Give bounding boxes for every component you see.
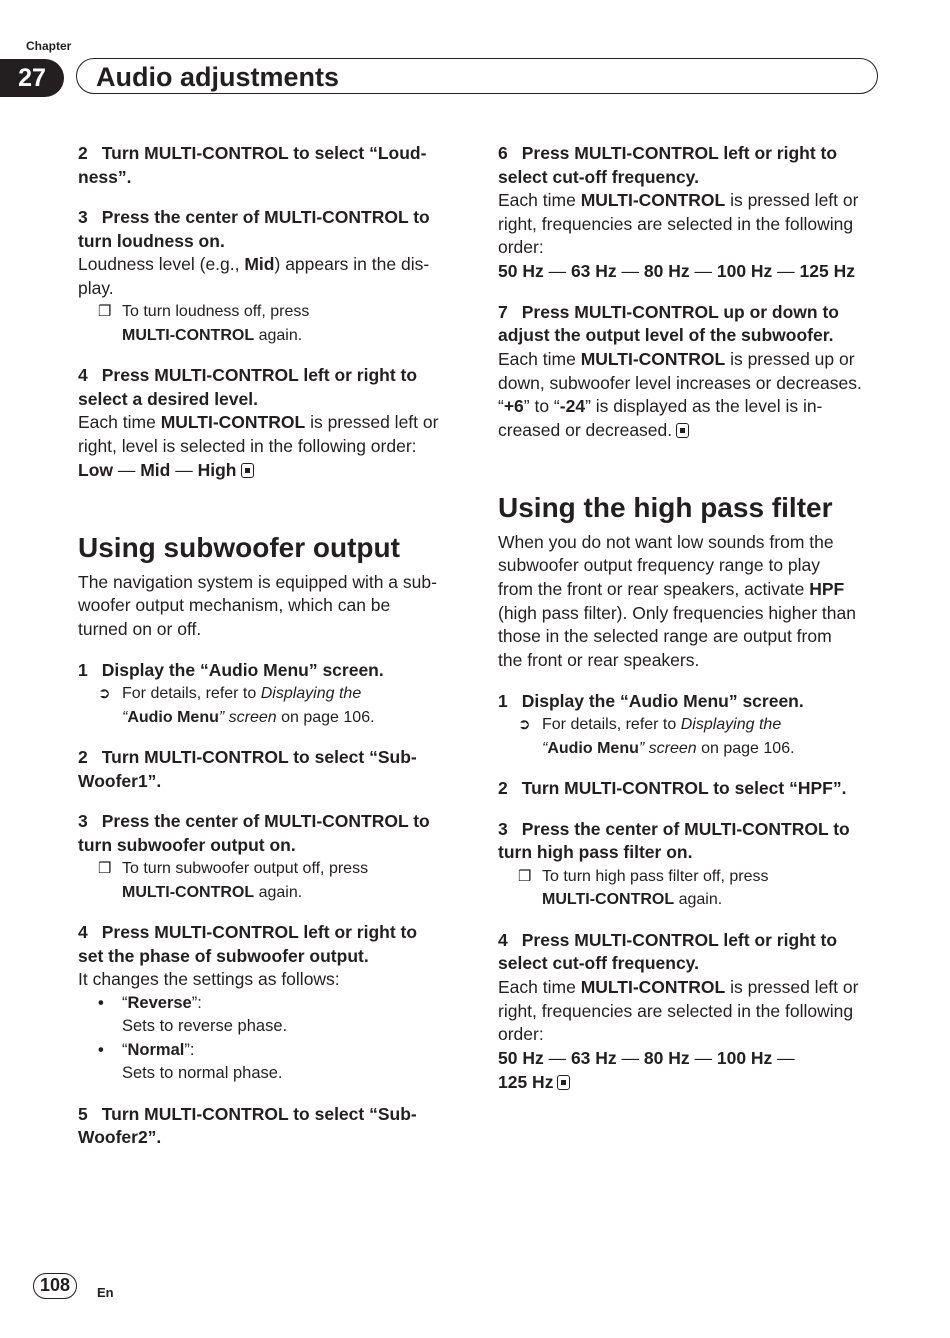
page-title: Audio adjustments — [96, 62, 340, 92]
hpf-step-4-body: Each time MULTI-CONTROL is pressed left or right, frequencies are selected in the following order: 50 Hz — 63 Hz — 80 Hz — 100 Hz — 125 Hz — [498, 976, 859, 1092]
end-mark-icon — [676, 423, 689, 438]
bullet-icon: • — [98, 1040, 104, 1059]
note-hpf-off: ❒ To turn high pass filter off, press MULTI-CONTROL again. — [498, 865, 878, 912]
note-icon: ❒ — [518, 867, 532, 885]
arrow-ref-icon: ➲ — [98, 685, 111, 703]
step-7-level: 7 Press MULTI-CONTROL up or down to adjust the output level of the subwoofer. — [498, 301, 839, 346]
sub-step-4: 4 Press MULTI-CONTROL left or right to set the phase of subwoofer output. — [78, 922, 418, 966]
chapter-label: Chapter — [26, 39, 72, 53]
page-number: 108 — [33, 1273, 77, 1299]
note-subwoofer-off: ❒ To turn subwoofer output off, press MULTI-CONTROL again. — [78, 857, 458, 904]
chapter-number: 27 — [0, 59, 64, 97]
step-6-body: Each time MULTI-CONTROL is pressed left or right, frequencies are selected in the following order: 50 Hz — 63 Hz — 80 Hz — 100 Hz — 125 Hz — [498, 190, 859, 282]
left-column — [78, 142, 458, 1150]
step-6-cutoff: 6 Press MULTI-CONTROL left or right to select cut-off frequency. — [498, 143, 838, 187]
sub-step-4-body: It changes the settings as follows: — [78, 969, 340, 990]
step-7-body: Each time MULTI-CONTROL is pressed up or down, subwoofer level increases or decreases. “+6” to “-24” is displayed as the level is in- creased or decreased. — [498, 348, 862, 440]
arrow-ref-icon: ➲ — [518, 716, 531, 734]
hpf-step-3: 3 Press the center of MULTI-CONTROL to turn high pass filter on. — [498, 818, 850, 863]
step-2-loudness: 2 Turn MULTI-CONTROL to select “Loud- ness”. — [78, 143, 427, 187]
bullet-normal: • “Normal”: Sets to normal phase. — [98, 1040, 283, 1083]
hpf-step-4: 4 Press MULTI-CONTROL left or right to select cut-off frequency. — [498, 929, 838, 974]
sub-step-1: 1 Display the “Audio Menu” screen. — [78, 659, 384, 680]
section-title-subwoofer: Using subwoofer output — [78, 531, 400, 563]
sub-step-1-ref: ➲ For details, refer to Displaying the “Audio Menu” screen on page 106. — [78, 682, 458, 729]
hpf-step-2: 2 Turn MULTI-CONTROL to select “HPF”. — [498, 778, 847, 799]
note-loudness-off: ❒ To turn loudness off, press MULTI-CONTROL again. — [78, 300, 458, 347]
hpf-intro: When you do not want low sounds from the subwoofer output frequency range to play from the front or rear speakers, activate HPF (high pass filter). Only frequencies higher than those in the selected range are output from the front or rear speakers. — [498, 531, 856, 671]
subwoofer-intro: The navigation system is equipped with a sub- woofer output mechanism, which can be turned on or off. — [78, 571, 437, 639]
end-mark-icon — [557, 1075, 570, 1090]
hpf-step-1-ref: ➲ For details, refer to Displaying the “Audio Menu” screen on page 106. — [498, 713, 878, 760]
step-4-body: Each time MULTI-CONTROL is pressed left or right, level is selected in the following order: Low — Mid — High — [78, 412, 439, 480]
note-icon: ❒ — [98, 860, 112, 878]
sub-step-5: 5 Turn MULTI-CONTROL to select “Sub- Woofer2”. — [78, 1103, 417, 1148]
section-title-hpf: Using the high pass filter — [498, 491, 833, 523]
hpf-step-1: 1 Display the “Audio Menu” screen. — [498, 690, 804, 711]
language-label: En — [97, 1285, 114, 1300]
step-4-level: 4 Press MULTI-CONTROL left or right to select a desired level. — [78, 365, 418, 409]
right-column — [498, 142, 878, 1094]
bullet-icon: • — [98, 993, 104, 1012]
sub-step-3: 3 Press the center of MULTI-CONTROL to turn subwoofer output on. — [78, 811, 430, 855]
end-mark-icon — [241, 463, 254, 478]
sub-step-2: 2 Turn MULTI-CONTROL to select “Sub- Woofer1”. — [78, 747, 417, 791]
step-3-loudness-on: 3 Press the center of MULTI-CONTROL to turn loudness on. — [78, 207, 430, 251]
bullet-reverse: • “Reverse”: Sets to reverse phase. — [98, 993, 288, 1036]
note-icon: ❒ — [98, 303, 112, 321]
step-3-body: Loudness level (e.g., Mid) appears in the dis- play. — [78, 254, 430, 298]
